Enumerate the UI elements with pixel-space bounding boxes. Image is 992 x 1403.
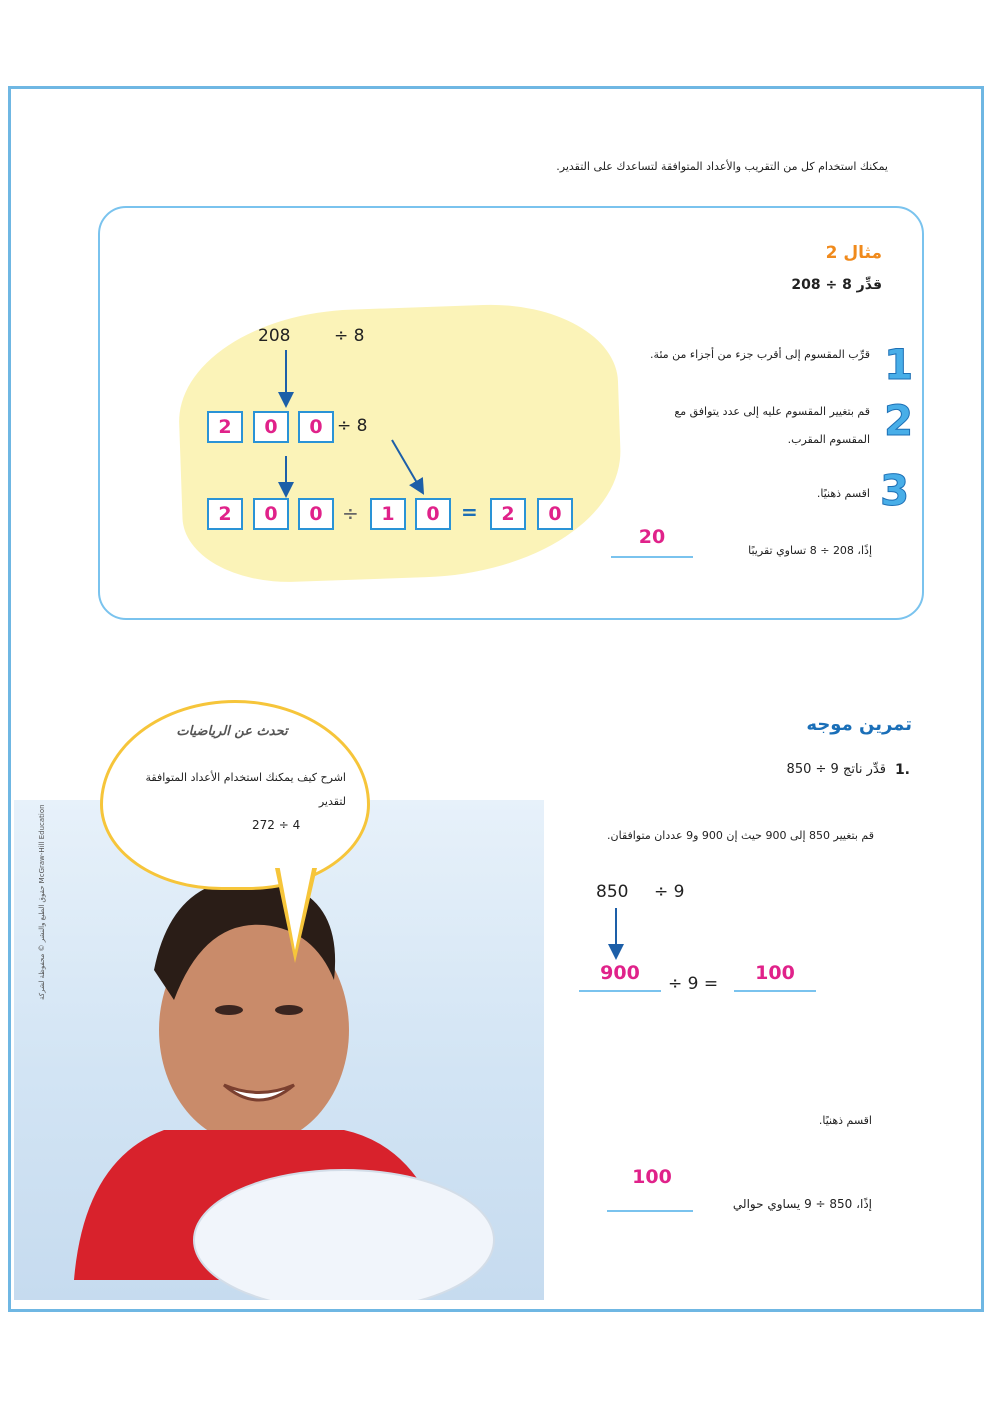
top-divisor: ÷ 8 [334,326,365,346]
step-number: 1 [884,340,914,389]
example-task: قدِّر 8 ÷ 208 [791,277,882,293]
practice-answer-line [579,990,661,992]
example-answer: 20 [638,526,666,548]
example-conclusion: إذًا، 208 ÷ 8 تساوي تقريبًا [748,544,872,557]
intro-text: يمكنك استخدام كل من التقريب والأعداد المتوافقة لتساعدك على التقدير. [556,160,888,173]
row3-divisor-digit: 0 [415,498,451,530]
bubble-text: اشرح كيف يمكنك استخدام الأعداد المتوافقة لتقدير [145,771,346,808]
step-text: قرِّب المقسوم إلى أقرب جزء من أجزاء من مئة. [650,348,870,361]
practice-final-line [607,1210,693,1212]
practice-item-number: 1. [894,762,910,778]
row3-dividend-digit: 0 [298,498,334,530]
step-text: قم بتغيير المقسوم عليه إلى عدد يتوافق مع المقسوم المقرب. [674,405,870,446]
division-sign: ÷ [342,501,359,525]
practice-answer-line [734,990,816,992]
row3-result-digit: 2 [490,498,526,530]
practice-divisor: ÷ 9 [654,882,685,902]
practice-title: تمرين موجه [806,714,912,735]
example-title: مثال 2 [825,243,882,263]
row2-divisor: ÷ 8 [337,416,368,436]
practice-hint: قم بتغيير 850 إلى 900 حيث إن 900 و9 عددان متوافقان. [607,829,874,842]
copyright-credit: حقوق الطبع والنشر © محفوظة لشركة McGraw-Hill Education [38,804,46,1000]
practice-final-answer: 100 [632,1166,672,1188]
arrow-change-divisor [392,440,420,488]
row2-digit: 2 [207,411,243,443]
practice-answer-mid: ÷ 9 = [668,974,719,994]
bubble-title: تحدث عن الرياضيات [176,724,288,739]
practice-answer-result: 100 [755,962,795,984]
row3-divisor-digit: 1 [370,498,406,530]
practice-dividend: 850 [596,882,629,902]
equals-sign: = [461,500,478,524]
bubble-expression: 272 ÷ 4 [252,818,301,832]
row3-dividend-digit: 2 [207,498,243,530]
speech-bubble-tail-inner [279,864,313,950]
practice-item-text: قدِّر ناتج 9 ÷ 850 [786,762,886,777]
practice-arrow [606,906,626,962]
top-dividend: 208 [258,326,291,346]
step-number: 2 [884,396,914,445]
example-answer-line [611,556,693,558]
row2-digit: 0 [253,411,289,443]
row2-digit: 0 [298,411,334,443]
practice-answer-dividend: 900 [600,962,640,984]
step-number: 3 [880,466,910,515]
row3-dividend-digit: 0 [253,498,289,530]
practice-divide-text: اقسم ذهنيًا. [818,1114,872,1127]
row3-result-digit: 0 [537,498,573,530]
step-text: اقسم ذهنيًا. [816,487,870,500]
practice-final-text: إذًا، 850 ÷ 9 يساوي حوالي [732,1197,872,1211]
